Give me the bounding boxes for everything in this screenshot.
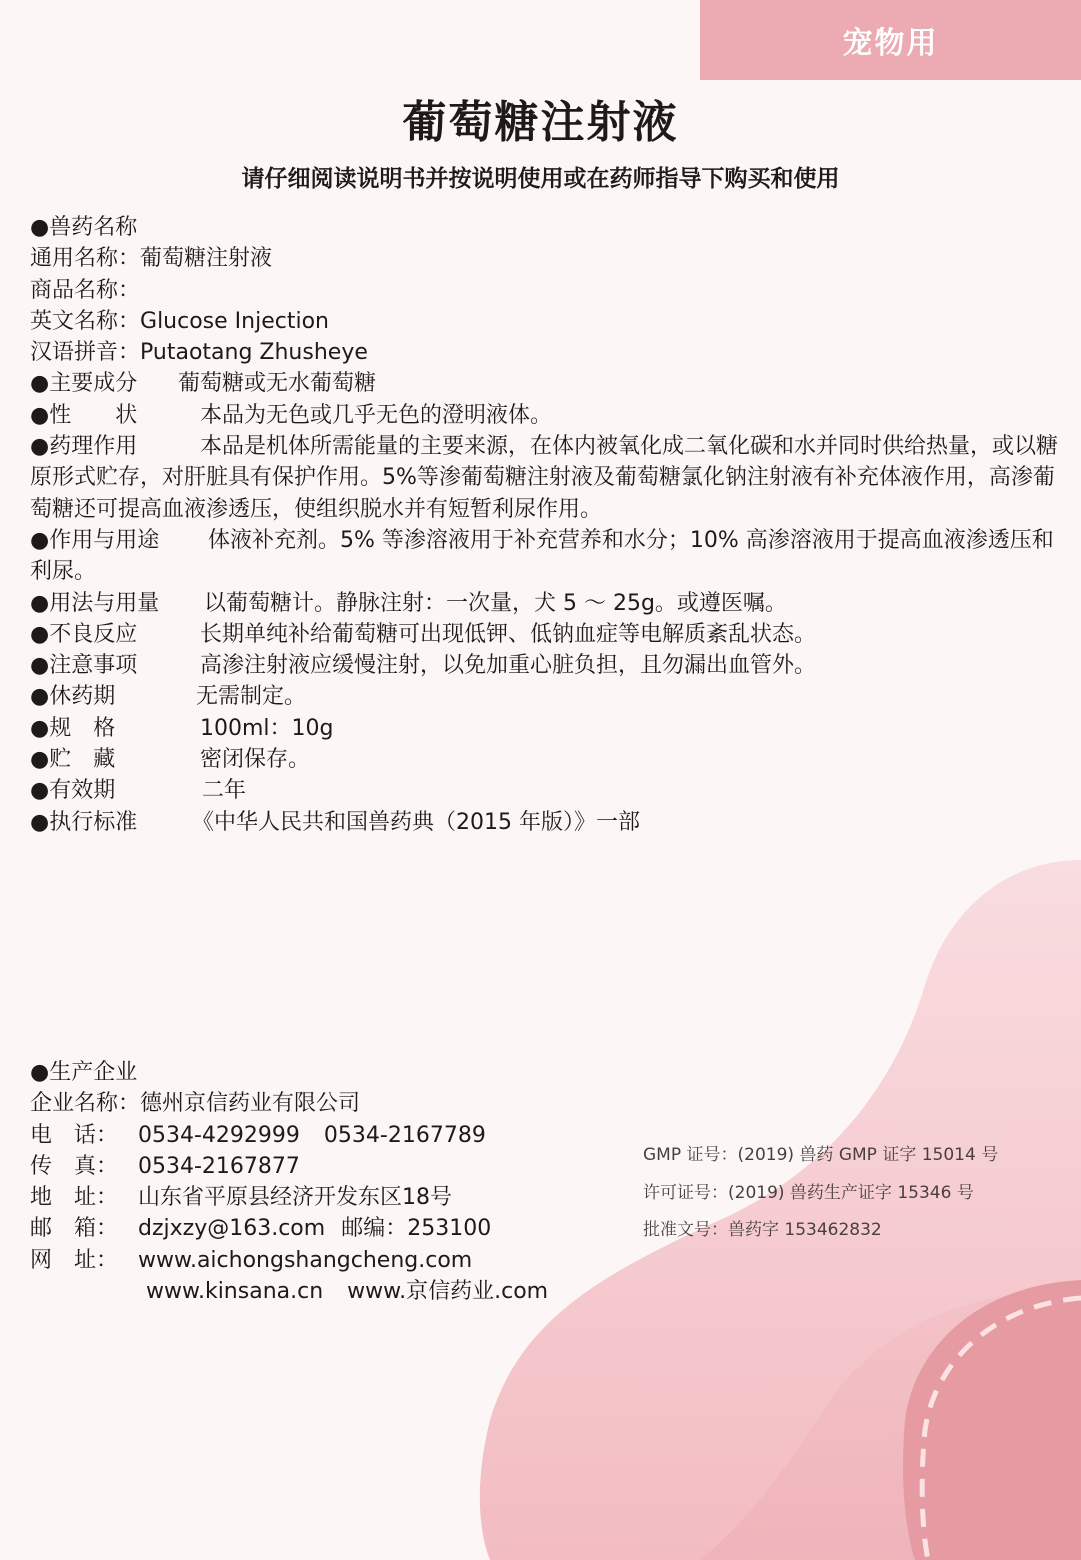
appearance-value: 本品为无色或几乎无色的澄明液体。 xyxy=(200,402,553,428)
english-name-label: 英文名称： xyxy=(30,308,141,334)
phone-row xyxy=(30,1120,630,1151)
indications-value: 体液补充剂。5% 等渗溶液用于补充营养和水分；10% 高渗溶液用于提高血液渗透压和利尿。 xyxy=(30,527,1054,585)
withdrawal-row xyxy=(30,681,1060,712)
adverse-row xyxy=(30,619,1060,650)
pinyin-value: Putaotang Zhusheye xyxy=(140,340,368,366)
email-value: dzjxzy@163.com xyxy=(138,1216,326,1242)
adverse-value: 长期单纯补给葡萄糖可出现低钾、低钠血症等电解质紊乱状态。 xyxy=(200,621,817,647)
website-value-3[interactable]: www.京信药业.com xyxy=(347,1279,549,1305)
pharmacology-value: 本品是机体所需能量的主要来源，在体内被氧化成二氧化碳和水并同时供给热量，或以糖原形式贮存，对肝脏具有保护作用。5%等渗葡萄糖注射液及葡萄糖氯化钠注射液有补充体液作用，高渗葡萄糖还可提高血液渗透压，使组织脱水并有短暂利尿作用。 xyxy=(30,434,1059,522)
precautions-label: ●注意事项 xyxy=(30,653,138,679)
pinyin-label: 汉语拼音： xyxy=(30,340,141,366)
company-name-label: 企业名称： xyxy=(30,1091,141,1117)
generic-name-value: 葡萄糖注射液 xyxy=(140,246,273,272)
reading-notice: 请仔细阅读说明书并按说明使用或在药师指导下购买和使用 xyxy=(241,166,840,192)
ingredients-row xyxy=(30,368,1060,399)
phone-value-1: 0534-4292999 xyxy=(138,1122,300,1148)
trade-name-row xyxy=(30,275,1060,306)
company-name-value: 德州京信药业有限公司 xyxy=(140,1091,361,1117)
withdrawal-label: ●休药期 xyxy=(30,684,116,710)
expiry-value: 二年 xyxy=(202,778,247,804)
approval-number: 批准文号：兽药字 153462832 xyxy=(643,1220,882,1240)
production-license: 许可证号：(2019) 兽药生产证字 15346 号 xyxy=(643,1182,974,1203)
standard-row xyxy=(30,807,1060,838)
indications-label: ●作用与用途 xyxy=(30,527,160,553)
expiry-row xyxy=(30,775,1060,806)
email-label: 邮 箱： xyxy=(30,1216,119,1242)
dosage-row xyxy=(30,588,1060,619)
generic-name-row xyxy=(30,243,1060,274)
phone-value-2: 0534-2167789 xyxy=(323,1122,486,1148)
gmp-cert: GMP 证号：(2019) 兽药 GMP 证字 15014 号 xyxy=(643,1145,999,1165)
pharmacology-label: ●药理作用 xyxy=(30,434,138,460)
dosage-label: ●用法与用量 xyxy=(30,590,160,616)
spec-value: 100ml：10g xyxy=(200,715,334,741)
website-row-2 xyxy=(30,1276,630,1307)
dosage-value: 以葡萄糖计。静脉注射：一次量，犬 5 ～ 25g。或遵医嘱。 xyxy=(204,590,787,616)
address-row xyxy=(30,1182,630,1213)
manufacturer-info xyxy=(30,1057,630,1307)
email-row xyxy=(30,1213,630,1244)
page-title: 葡萄糖注射液 xyxy=(402,97,679,148)
certificates xyxy=(643,1137,1063,1250)
pharmacology-row xyxy=(30,431,1060,525)
standard-value: 《中华人民共和国兽药典（2015 年版）》一部 xyxy=(192,809,640,835)
fax-label: 传 真： xyxy=(30,1153,119,1179)
precautions-row xyxy=(30,650,1060,681)
indications-row xyxy=(30,525,1060,588)
spec-row xyxy=(30,713,1060,744)
storage-label: ●贮 藏 xyxy=(30,747,116,773)
trade-name-label: 商品名称： xyxy=(30,277,141,303)
english-name-value: Glucose Injection xyxy=(140,308,329,334)
standard-label: ●执行标准 xyxy=(30,809,138,835)
name-heading: ●兽药名称 xyxy=(30,215,138,240)
ingredients-value: 葡萄糖或无水葡萄糖 xyxy=(178,371,377,397)
generic-name-label: 通用名称： xyxy=(30,246,141,272)
website-value-2[interactable]: www.kinsana.cn xyxy=(146,1279,324,1305)
postcode-label: 邮编： xyxy=(341,1216,408,1242)
postcode-value: 253100 xyxy=(407,1216,492,1242)
company-name-row xyxy=(30,1088,630,1119)
storage-value: 密闭保存。 xyxy=(200,747,311,773)
address-label: 地 址： xyxy=(30,1185,119,1211)
english-name-row xyxy=(30,306,1060,337)
appearance-label: ●性 状 xyxy=(30,402,138,428)
ingredients-label: ●主要成分 xyxy=(30,371,138,397)
phone-label: 电 话： xyxy=(30,1122,119,1148)
withdrawal-value: 无需制定。 xyxy=(196,684,307,710)
drug-info xyxy=(30,212,1060,838)
precautions-value: 高渗注射液应缓慢注射，以免加重心脏负担，且勿漏出血管外。 xyxy=(200,653,817,679)
spec-label: ●规 格 xyxy=(30,715,116,741)
expiry-label: ●有效期 xyxy=(30,778,116,804)
company-heading: ●生产企业 xyxy=(30,1060,138,1085)
address-value: 山东省平原县经济开发东区18号 xyxy=(138,1185,452,1211)
fax-row xyxy=(30,1151,630,1182)
website-row xyxy=(30,1245,630,1276)
appearance-row xyxy=(30,400,1060,431)
adverse-label: ●不良反应 xyxy=(30,621,138,647)
fax-value: 0534-2167877 xyxy=(138,1153,300,1179)
storage-row xyxy=(30,744,1060,775)
website-value-1[interactable]: www.aichongshangcheng.com xyxy=(138,1247,473,1273)
website-label: 网 址： xyxy=(30,1247,119,1273)
pinyin-row xyxy=(30,337,1060,368)
pet-use-badge: 宠物用 xyxy=(700,0,1081,80)
